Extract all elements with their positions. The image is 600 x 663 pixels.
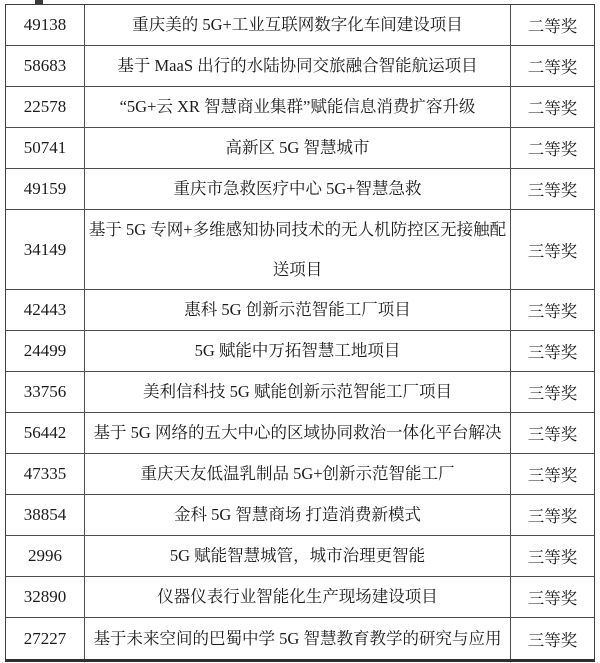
table-row xyxy=(6,331,594,372)
entry-id: 34149 xyxy=(6,210,85,289)
project-name: 重庆天友低温乳制品 5G+创新示范智能工厂 xyxy=(85,454,511,494)
entry-id: 32890 xyxy=(6,577,85,617)
table-row xyxy=(6,413,594,454)
award-level: 三等奖 xyxy=(527,181,578,200)
award-level: 二等奖 xyxy=(527,58,578,77)
table-row xyxy=(6,372,594,413)
entry-id: 50741 xyxy=(6,128,85,168)
award-level: 三等奖 xyxy=(527,630,578,650)
project-name: 5G 赋能智慧城管，城市治理更智能 xyxy=(85,536,511,576)
award-level: 三等奖 xyxy=(527,343,578,362)
project-name: 高新区 5G 智慧城市 xyxy=(85,128,511,168)
table-row xyxy=(6,536,594,577)
award-level: 三等奖 xyxy=(527,548,578,567)
project-name: 仪器仪表行业智能化生产现场建设项目 xyxy=(85,577,511,617)
project-name: 基于 MaaS 出行的水陆协同交旅融合智能航运项目 xyxy=(85,46,511,86)
entry-id: 49159 xyxy=(6,169,85,209)
award-level: 三等奖 xyxy=(527,425,578,444)
table-row xyxy=(6,5,594,46)
award-level: 三等奖 xyxy=(527,302,578,321)
entry-id: 58683 xyxy=(6,46,85,86)
project-name: 基于 5G 网络的五大中心的区域协同救治一体化平台解决 xyxy=(85,413,511,453)
entry-id: 24499 xyxy=(6,331,85,371)
table-row xyxy=(6,454,594,495)
entry-id: 38854 xyxy=(6,495,85,535)
table-row xyxy=(6,210,594,290)
entry-id: 33756 xyxy=(6,372,85,412)
project-name: “5G+云 XR 智慧商业集群”赋能信息消费扩容升级 xyxy=(85,87,511,127)
table-row xyxy=(6,618,594,659)
table-row xyxy=(6,87,594,128)
award-level: 三等奖 xyxy=(527,589,578,608)
project-name: 5G 赋能中万拓智慧工地项目 xyxy=(85,331,511,371)
table-row xyxy=(6,577,594,618)
entry-id: 49138 xyxy=(6,5,85,45)
award-level: 二等奖 xyxy=(527,17,578,36)
table-row xyxy=(6,128,594,169)
entry-id: 2996 xyxy=(6,536,85,576)
award-level: 三等奖 xyxy=(527,507,578,526)
entry-id: 22578 xyxy=(6,87,85,127)
project-name: 金科 5G 智慧商场 打造消费新模式 xyxy=(85,495,511,535)
award-level: 三等奖 xyxy=(527,466,578,485)
entry-id: 47335 xyxy=(6,454,85,494)
entry-id: 56442 xyxy=(6,413,85,453)
award-level: 二等奖 xyxy=(527,140,578,159)
table-row xyxy=(6,46,594,87)
entry-id: 42443 xyxy=(6,290,85,330)
project-name: 基于 5G 专网+多维感知协同技术的无人机防控区无接触配送项目 xyxy=(85,210,511,289)
project-name: 惠科 5G 创新示范智能工厂项目 xyxy=(85,290,511,330)
award-table xyxy=(5,4,595,662)
table-row xyxy=(6,495,594,536)
project-name: 重庆美的 5G+工业互联网数字化车间建设项目 xyxy=(85,5,511,45)
table-row xyxy=(6,290,594,331)
table-row xyxy=(6,169,594,210)
entry-id: 27227 xyxy=(6,618,85,659)
award-level: 三等奖 xyxy=(527,241,578,261)
award-level: 二等奖 xyxy=(527,99,578,118)
project-name: 重庆市急救医疗中心 5G+智慧急救 xyxy=(85,169,511,209)
project-name: 美利信科技 5G 赋能创新示范智能工厂项目 xyxy=(85,372,511,412)
project-name: 基于未来空间的巴蜀中学 5G 智慧教育教学的研究与应用 xyxy=(85,618,511,659)
award-level: 三等奖 xyxy=(527,384,578,403)
